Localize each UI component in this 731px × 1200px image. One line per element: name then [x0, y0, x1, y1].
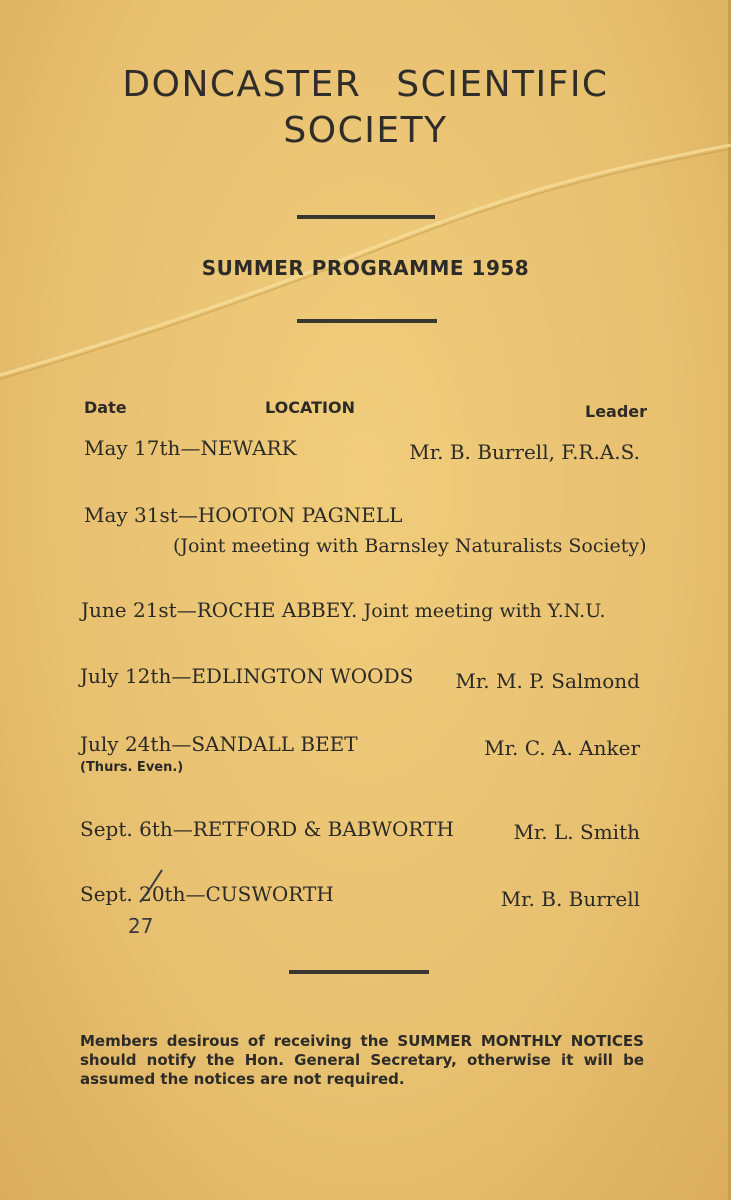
entry-location: CUSWORTH	[205, 882, 334, 906]
entry-note: (Joint meeting with Barnsley Naturalists Society)	[173, 535, 647, 557]
programme-entry-1: May 17th—NEWARK	[84, 436, 297, 460]
programme-entry-3: June 21st—ROCHE ABBEY. Joint meeting with Y.N.U.	[81, 598, 606, 622]
entry-location: HOOTON PAGNELL	[197, 503, 403, 527]
entry-location: NEWARK	[200, 436, 297, 460]
entry-leader: Mr. B. Burrell	[500, 887, 640, 911]
handwritten-date: 27	[128, 914, 154, 938]
divider-bottom	[289, 970, 429, 974]
entry-leader: Mr. B. Burrell, F.R.A.S.	[409, 440, 640, 464]
entry-date: Sept. 6th	[80, 817, 173, 841]
entry-date-struck: 20	[139, 882, 165, 906]
entry-date: July 12th	[80, 664, 172, 688]
entry-date: June 21st	[81, 598, 177, 622]
programme-entry-5: July 24th—SANDALL BEET	[80, 732, 358, 756]
column-header-location: LOCATION	[265, 398, 355, 417]
entry-date: May 17th	[84, 436, 181, 460]
entry-sub-note: (Thurs. Even.)	[80, 760, 184, 775]
entry-leader: Mr. M. P. Salmond	[455, 669, 640, 693]
divider-middle	[297, 319, 437, 323]
entry-date: July 24th	[80, 732, 172, 756]
footer-notice: Members desirous of receiving the SUMMER MONTHLY NOTICES should notify the Hon. General Secretary, otherwise it will be assumed the notices are not required.	[80, 1032, 644, 1088]
programme-entry-6: Sept. 6th—RETFORD & BABWORTH	[80, 817, 454, 841]
programme-entry-7: Sept. 20th—CUSWORTH	[80, 882, 334, 906]
entry-location: ROCHE ABBEY.	[196, 598, 358, 622]
programme-entry-4: July 12th—EDLINGTON WOODS	[80, 664, 414, 688]
entry-date-suffix: th	[164, 882, 186, 906]
entry-date: May 31st	[84, 503, 178, 527]
entry-leader: Mr. L. Smith	[513, 820, 640, 844]
column-header-date: Date	[84, 398, 127, 417]
entry-location: RETFORD & BABWORTH	[192, 817, 454, 841]
programme-subtitle: SUMMER PROGRAMME 1958	[201, 256, 530, 280]
entry-leader: Mr. C. A. Anker	[484, 736, 640, 760]
divider-top	[297, 215, 435, 219]
column-header-leader: Leader	[585, 402, 648, 421]
entry-location: SANDALL BEET	[191, 732, 358, 756]
strike-mark	[136, 868, 166, 908]
entry-date-prefix: Sept.	[80, 882, 133, 906]
society-title-line1: DONCASTER SCIENTIFIC	[122, 64, 609, 105]
programme-entry-2: May 31st—HOOTON PAGNELL	[84, 503, 403, 527]
society-title-line2: SOCIETY	[283, 110, 448, 151]
entry-note: Joint meeting with Y.N.U.	[363, 600, 606, 622]
entry-location: EDLINGTON WOODS	[191, 664, 414, 688]
